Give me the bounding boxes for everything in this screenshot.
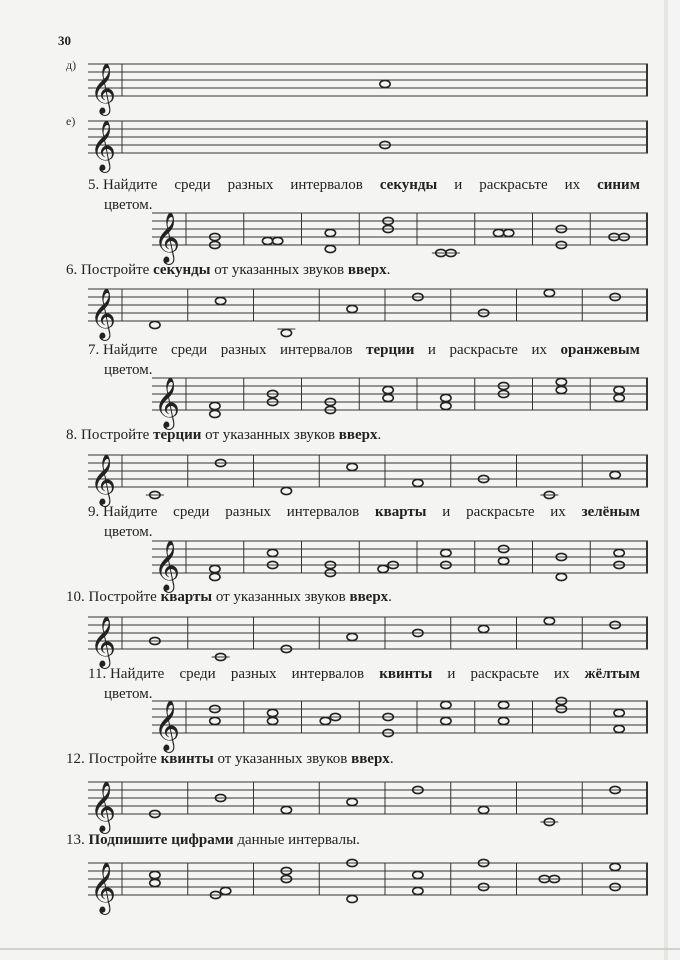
whole-note: [150, 871, 160, 878]
music-staff-task-11: [152, 677, 648, 757]
word: раскрасьте: [466, 504, 535, 520]
word: и: [447, 666, 456, 682]
task-number: 9. Найдите: [88, 504, 158, 520]
treble-clef-icon: 𝄞: [90, 63, 117, 114]
whole-note: [478, 806, 488, 813]
task-number: 7. Найдите: [88, 342, 158, 358]
word: их: [531, 342, 547, 358]
whole-note: [413, 887, 423, 894]
treble-clef-icon: 𝄞: [154, 540, 181, 591]
word: интервалов: [291, 666, 365, 682]
whole-note: [413, 871, 423, 878]
whole-note: [614, 709, 624, 716]
whole-note: [441, 549, 451, 556]
whole-note: [614, 386, 624, 393]
whole-note: [347, 798, 357, 805]
whole-note: [441, 717, 451, 724]
word: разных: [220, 342, 267, 358]
whole-note: [378, 565, 388, 572]
page-edge: [664, 0, 668, 960]
task-7-continuation: цветом.: [104, 362, 153, 378]
treble-clef-icon: 𝄞: [90, 862, 117, 913]
treble-clef-icon: 𝄞: [90, 454, 117, 505]
task-13-text: 13. Подпишите цифрами данные интервалы.: [66, 832, 360, 848]
color-name: зелёным: [581, 504, 640, 520]
music-staff-task-6: [88, 265, 648, 345]
interval-name: кварты: [375, 504, 427, 520]
whole-note: [210, 573, 220, 580]
whole-note: [325, 245, 335, 252]
music-staff-task-7: [152, 354, 648, 434]
word: среди: [179, 666, 216, 682]
task-number: 5. Найдите: [88, 177, 158, 193]
word: раскрасьте: [470, 666, 539, 682]
whole-note: [210, 565, 220, 572]
task-12-text: 12. Постройте квинты от указанных звуков вверх.: [66, 751, 394, 767]
whole-note: [556, 386, 566, 393]
whole-note: [441, 394, 451, 401]
color-name: оранжевым: [560, 342, 640, 358]
task-9-continuation: цветом.: [104, 524, 153, 540]
whole-note: [210, 717, 220, 724]
whole-note: [614, 725, 624, 732]
word: их: [564, 177, 581, 193]
whole-note: [150, 321, 160, 328]
whole-note: [610, 471, 620, 478]
whole-note: [267, 549, 277, 556]
whole-note: [413, 479, 423, 486]
task-5-continuation: цветом.: [104, 197, 153, 213]
whole-note: [347, 633, 357, 640]
whole-note: [281, 806, 291, 813]
word: и: [454, 177, 463, 193]
whole-note: [380, 80, 390, 87]
whole-note: [210, 410, 220, 417]
whole-note: [320, 717, 330, 724]
treble-clef-icon: 𝄞: [154, 212, 181, 263]
music-staff-task-12: [88, 758, 648, 838]
treble-clef-icon: 𝄞: [90, 288, 117, 339]
treble-clef-icon: 𝄞: [90, 120, 117, 171]
music-staff-task-9: [152, 517, 648, 597]
exercise-label-d: д): [66, 58, 77, 72]
whole-note: [383, 394, 393, 401]
word: интервалов: [280, 342, 353, 358]
whole-note: [267, 709, 277, 716]
music-staff-task-13: [88, 839, 648, 919]
word: и: [442, 504, 451, 520]
whole-note: [544, 289, 554, 296]
whole-note: [498, 717, 508, 724]
word: среди: [174, 177, 211, 193]
whole-note: [498, 557, 508, 564]
whole-note: [556, 573, 566, 580]
word: разных: [230, 666, 277, 682]
whole-note: [347, 463, 357, 470]
task-8-text: 8. Постройте терции от указанных звуков вверх.: [66, 427, 382, 443]
task-10-text: 10. Постройте кварты от указанных звуков вверх.: [66, 589, 392, 605]
color-name: синим: [597, 177, 640, 193]
word: среди: [173, 504, 210, 520]
whole-note: [215, 297, 225, 304]
interval-name: квинты: [379, 666, 433, 682]
interval-name: терции: [366, 342, 415, 358]
word: раскрасьте: [449, 342, 518, 358]
music-staff-task-5: [152, 189, 648, 269]
whole-note: [210, 402, 220, 409]
whole-note: [150, 879, 160, 886]
task-6-text: 6. Постройте секунды от указанных звуков вверх.: [66, 262, 391, 278]
whole-note: [441, 701, 451, 708]
word: их: [550, 504, 566, 520]
whole-note: [614, 394, 624, 401]
whole-note: [272, 237, 282, 244]
whole-note: [281, 487, 291, 494]
whole-note: [503, 229, 513, 236]
treble-clef-icon: 𝄞: [90, 781, 117, 832]
whole-note: [220, 887, 230, 894]
whole-note: [262, 237, 272, 244]
music-staff-task-8: [88, 431, 648, 511]
word: интервалов: [286, 504, 360, 520]
whole-note: [281, 329, 291, 336]
whole-note: [610, 863, 620, 870]
color-name: жёлтым: [584, 666, 640, 682]
task-11-continuation: цветом.: [104, 686, 153, 702]
page-number: 30: [58, 33, 71, 48]
exercise-label-e: е): [66, 114, 76, 128]
word: их: [554, 666, 570, 682]
treble-clef-icon: 𝄞: [90, 616, 117, 667]
music-staff-e: [88, 97, 648, 177]
whole-note: [498, 701, 508, 708]
whole-note: [544, 617, 554, 624]
whole-note: [347, 895, 357, 902]
whole-note: [556, 378, 566, 385]
treble-clef-icon: 𝄞: [154, 377, 181, 428]
treble-clef-icon: 𝄞: [154, 700, 181, 751]
whole-note: [493, 229, 503, 236]
word: интервалов: [290, 177, 363, 193]
interval-name: секунды: [379, 177, 438, 193]
whole-note: [478, 625, 488, 632]
whole-note: [441, 402, 451, 409]
whole-note: [267, 717, 277, 724]
task-number: 11. Найдите: [88, 666, 165, 682]
whole-note: [383, 386, 393, 393]
word: разных: [227, 177, 274, 193]
music-staff-task-10: [88, 593, 648, 673]
word: разных: [225, 504, 271, 520]
whole-note: [325, 229, 335, 236]
word: среди: [170, 342, 208, 358]
word: раскрасьте: [479, 177, 548, 193]
page-bottom-line: [0, 948, 680, 950]
whole-note: [347, 305, 357, 312]
whole-note: [614, 549, 624, 556]
word: и: [427, 342, 436, 358]
